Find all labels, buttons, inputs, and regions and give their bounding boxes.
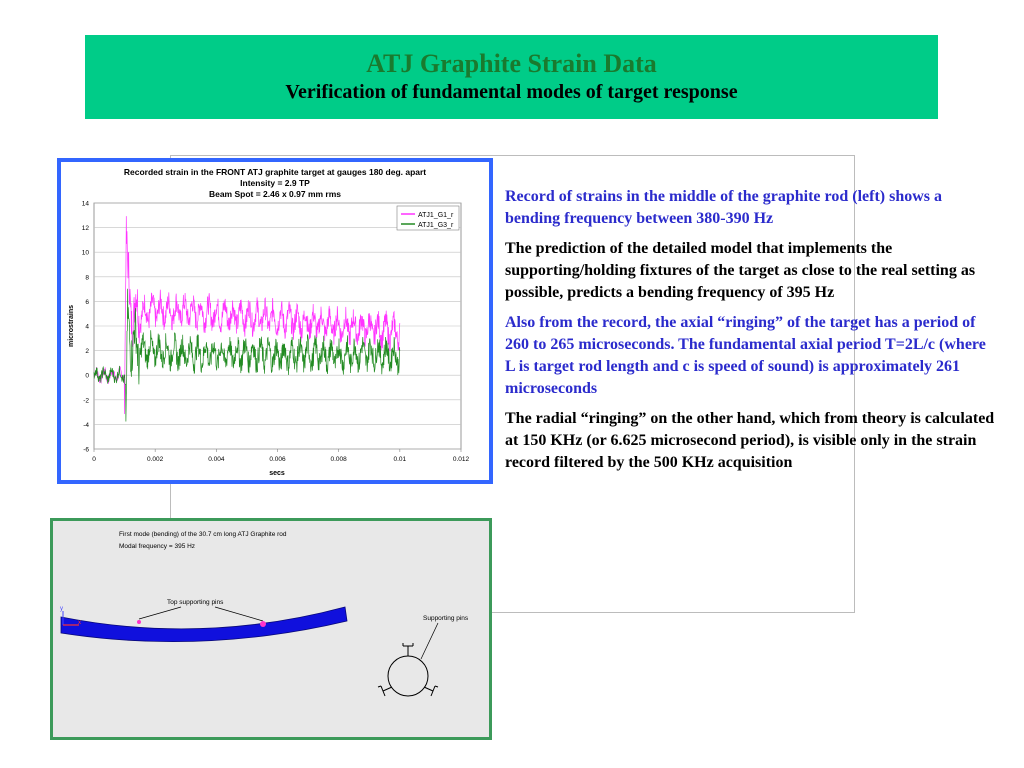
strain-chart [61,162,489,480]
top-pins-leader-left [139,607,181,619]
legend-label-g3: ATJ1_G3_r [418,222,454,229]
x-tick-label: 0.008 [330,456,347,463]
axis-y-label: y [60,606,63,612]
slide-subtitle: Verification of fundamental modes of target response [285,81,738,103]
paragraph-model-prediction: The prediction of the detailed model that implements the supporting/holding fixtures of the target as close to the real setting as possible, predicts a bending frequency of 395 Hz [505,240,976,301]
chart-subtitle-1: Intensity = 2.9 TP [240,178,310,188]
legend-label-g1: ATJ1_G1_r [418,212,454,219]
legend [397,206,459,230]
pin-marker-left [137,620,141,624]
strain-chart-panel [57,158,493,484]
y-tick-label: 10 [81,249,89,257]
chart-subtitle-2: Beam Spot = 2.46 x 0.97 mm rms [208,189,342,199]
top-pins-leader-right [215,607,263,621]
bent-rod [61,607,347,642]
title-banner [85,35,938,119]
y-tick-label: 4 [85,323,89,331]
y-axis-label: microstrains [68,304,75,348]
pin-top [403,643,413,656]
paragraph-bending-record: Record of strains in the middle of the graphite rod (left) shows a bending frequency between 380-390 Hz [505,188,943,227]
y-tick-label: 0 [85,372,89,380]
fem-mode-figure [53,521,489,737]
pin-lower-left [378,686,392,696]
rod-cross-section [388,656,428,696]
y-tick-label: -4 [83,421,89,429]
pin-marker-right [260,621,266,627]
fem-frequency: Modal frequency = 395 Hz [119,543,196,550]
x-tick-label: 0 [92,456,96,463]
axis-x-label: x [78,620,81,626]
supporting-pins-label: Supporting pins [423,615,469,622]
chart-title: Recorded strain in the FRONT ATJ graphite target at gauges 180 deg. apart [123,167,427,177]
top-pins-label: Top supporting pins [167,599,224,606]
y-tick-label: 2 [85,348,89,356]
y-tick-label: 12 [81,225,89,233]
y-tick-label: -2 [83,397,89,405]
fem-mode-panel [50,518,492,740]
explanation-text [505,186,997,482]
x-tick-label: 0.012 [452,456,470,463]
fem-title: First mode (bending) of the 30.7 cm long ATJ Graphite rod [119,531,287,538]
y-tick-label: 8 [85,274,89,282]
y-tick-label: 14 [81,200,89,208]
pin-lower-right [424,686,438,696]
supporting-pins-leader [421,623,438,659]
paragraph-radial-ringing: The radial “ringing” on the other hand, which from theory is calculated at 150 KHz (or 6.625 microsecond period), is visible only in the strain record filtered by the 500 KHz acquisition [505,410,995,471]
x-tick-label: 0.004 [208,456,225,463]
x-tick-label: 0.002 [147,456,164,463]
slide-title: ATJ Graphite Strain Data [366,49,657,78]
x-tick-label: 0.01 [393,456,407,463]
y-tick-label: 6 [85,298,89,306]
y-tick-label: -6 [83,446,89,454]
paragraph-axial-ringing: Also from the record, the axial “ringing” of the target has a period of 260 to 265 microseconds. The fundamental axial period T=2L/c (where L is target rod length and c is speed of sound) is approximately 261 microseconds [505,314,986,397]
x-tick-label: 0.006 [269,456,286,463]
x-axis-label: secs [269,470,285,477]
